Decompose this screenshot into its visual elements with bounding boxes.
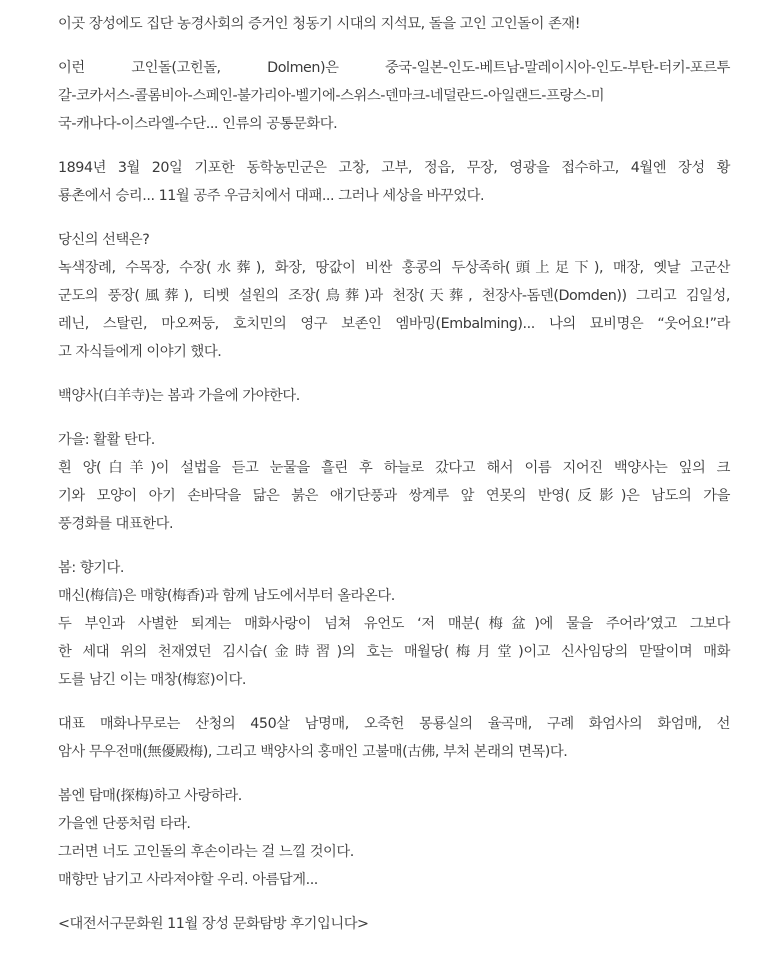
article-footer [58,910,730,938]
text-line: 가을: 활활 탄다. [58,432,155,448]
text-line: 룡촌에서 승리... 11월 공주 우금치에서 대패... 그러나 세상을 바꾸었다. [58,188,485,204]
text-line: 이곳 장성에도 집단 농경사회의 증거인 청동기 시대의 지석묘, 돌을 고인 고인돌이 존재! [58,16,581,32]
text-line: 한 세대 위의 천재였던 김시습(金時習)의 호는 매월당(梅月堂)이고 신사임당의 맏딸이며 매화 [58,644,730,660]
text-line: 가을엔 단풍처럼 타라. [58,816,191,832]
paragraph-closing [58,782,730,894]
text-line: 고 자식들에게 이야기 했다. [58,344,222,360]
paragraph-burial-choice [58,226,730,366]
text-line: 군도의 풍장(風葬), 티벳 설원의 조장(鳥葬)과 천장(天葬, 천장사-돔덴(Domden)) 그리고 김일성, [58,288,730,304]
paragraph-spring [58,554,730,694]
text-line: 두 부인과 사별한 퇴계는 매화사랑이 넘쳐 유언도 ‘저 매분(梅盆)에 물을 주어라’였고 그보다 [58,616,730,632]
text-line: 기와 모양이 아기 손바닥을 닮은 붉은 애기단풍과 쌍계루 앞 연못의 반영(反影)은 남도의 가을 [58,488,730,504]
text-line: 녹색장례, 수목장, 수장(水葬), 화장, 땅값이 비싼 홍콩의 두상족하(頭上足下), 매장, 옛날 고군산 [58,260,730,276]
text-line: 레닌, 스탈린, 마오쩌둥, 호치민의 영구 보존인 엠바밍(Embalming)... 나의 묘비명은 “웃어요!”라 [58,316,730,332]
text-line: 풍경화를 대표한다. [58,516,174,532]
paragraph-dolmen-countries [58,54,730,138]
text-line: 이런 고인돌(고힌돌, Dolmen)은 중국-일본-인도-베트남-말레이시아-인도-부탄-터키-포르투 [58,60,730,76]
text-line: 백양사(白羊寺)는 봄과 가을에 가야한다. [58,388,300,404]
text-line: 대표 매화나무로는 산청의 450살 남명매, 오죽헌 몽룡실의 율곡매, 구례 화엄사의 화엄매, 선 [58,716,730,732]
paragraph-dolmen-intro [58,10,730,38]
text-line: 암사 무우전매(無優殿梅), 그리고 백양사의 홍매인 고불매(古佛, 부처 본래의 면목)다. [58,744,568,760]
text-line: 국-캐나다-이스라엘-수단... 인류의 공통문화다. [58,116,338,132]
text-line: 도를 남긴 이는 매창(梅窓)이다. [58,672,246,688]
text-line: 그러면 너도 고인돌의 후손이라는 걸 느낄 것이다. [58,844,354,860]
text-line: 매향만 남기고 사라져야할 우리. 아름답게... [58,872,318,888]
text-line: 봄엔 탐매(探梅)하고 사랑하라. [58,788,242,804]
text-line: 갈-코카서스-콜롬비아-스페인-불가리아-벨기에-스위스-덴마크-네덜란드-아일랜드-프랑스-미 [58,88,605,104]
text-line: 흰 양(白羊)이 설법을 듣고 눈물을 흘린 후 하늘로 갔다고 해서 이름 지어진 백양사는 잎의 크 [58,460,730,476]
paragraph-plum-trees [58,710,730,766]
text-line: 매신(梅信)은 매향(梅香)과 함께 남도에서부터 올라온다. [58,588,395,604]
text-line: 1894년 3월 20일 기포한 동학농민군은 고창, 고부, 정읍, 무장, 영광을 접수하고, 4월엔 장성 황 [58,160,730,176]
paragraph-donghak [58,154,730,210]
paragraph-autumn [58,426,730,538]
article-body [58,10,730,954]
paragraph-baekyangsa [58,382,730,410]
text-line: 봄: 향기다. [58,560,124,576]
footer-text: <대전서구문화원 11월 장성 문화탐방 후기입니다> [58,916,369,932]
text-line: 당신의 선택은? [58,232,150,248]
